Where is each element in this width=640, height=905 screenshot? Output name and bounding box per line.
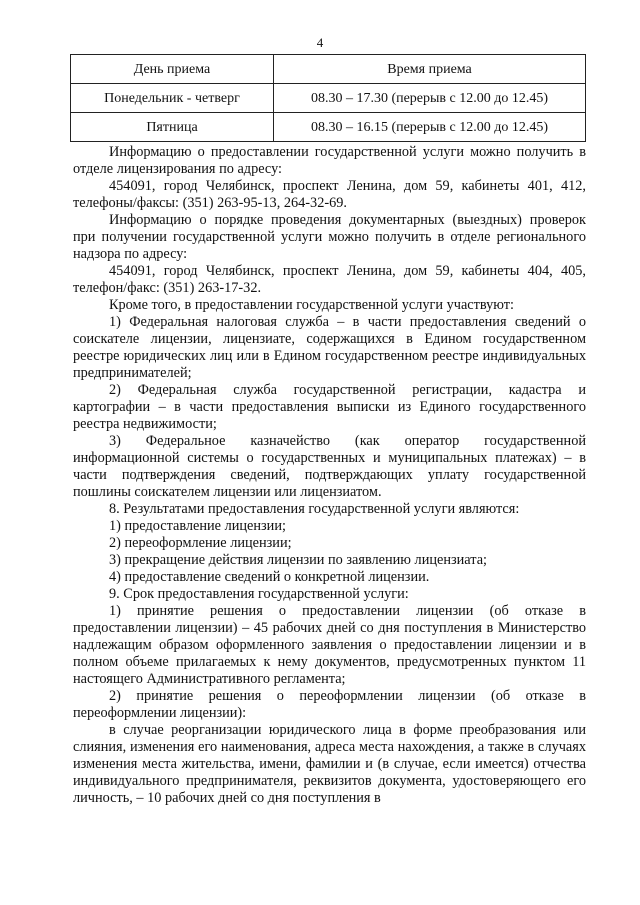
document-body bbox=[73, 144, 586, 807]
paragraph: 1) принятие решения о предоставлении лицензии (об отказе в предоставлении лицензии) – 45 рабочих дней со дня поступления в Министерство надлежащим образом оформленного заявления о предоставлении лицензии и в полном объеме прилагаемых к нему документов, предусмотренных пунктом 11 настоящего Административного регламента; bbox=[73, 603, 586, 687]
table-cell-time: 08.30 – 17.30 (перерыв с 12.00 до 12.45) bbox=[274, 84, 586, 113]
paragraph: в случае реорганизации юридического лица в форме преобразования или слияния, изменения его наименования, адреса места нахождения, а также в случаях изменения места жительства, имени, фамилии и (в случае, если имеется) отчества индивидуального предпринимателя, реквизитов документа, удостоверяющего его личность, – 10 рабочих дней со дня поступления в bbox=[73, 722, 586, 806]
list-item: 3) прекращение действия лицензии по заявлению лицензиата; bbox=[109, 552, 488, 568]
reception-schedule-table bbox=[70, 54, 586, 142]
paragraph: 2) принятие решения о переоформлении лицензии (об отказе в переоформлении лицензии): bbox=[73, 688, 586, 721]
list-item: 1) предоставление лицензии; bbox=[109, 518, 286, 534]
table-header-row bbox=[71, 55, 586, 84]
paragraph: 1) Федеральная налоговая служба – в части предоставления сведений о соискателе лицензии, лицензиате, содержащихся в Едином государственном реестре юридических лиц или в Едином государственном реестре индивидуальных предпринимателей; bbox=[73, 314, 586, 381]
paragraph: 9. Срок предоставления государственной услуги: bbox=[109, 586, 409, 602]
paragraph: 8. Результатами предоставления государственной услуги являются: bbox=[109, 501, 520, 517]
table-row bbox=[71, 84, 586, 113]
list-item: 2) переоформление лицензии; bbox=[109, 535, 292, 551]
paragraph: Информацию о предоставлении государственной услуги можно получить в отделе лицензирования по адресу: bbox=[73, 144, 586, 177]
table-header-cell: День приема bbox=[71, 55, 274, 84]
paragraph: 2) Федеральная служба государственной регистрации, кадастра и картографии – в части предоставления выписки из Единого государственного реестра недвижимости; bbox=[73, 382, 586, 432]
paragraph: Информацию о порядке проведения документарных (выездных) проверок при получении государственной услуги можно получить в отделе регионального надзора по адресу: bbox=[73, 212, 586, 262]
list-item: 4) предоставление сведений о конкретной лицензии. bbox=[109, 569, 430, 585]
paragraph: 3) Федеральное казначейство (как оператор государственной информационной системы о государственных и муниципальных платежах) – в части подтверждения сведений, подтверждающих уплату государственной пошлины соискателем лицензии или лицензиатом. bbox=[73, 433, 586, 500]
table-row bbox=[71, 113, 586, 142]
paragraph: Кроме того, в предоставлении государственной услуги участвуют: bbox=[109, 297, 515, 313]
table-cell-time: 08.30 – 16.15 (перерыв с 12.00 до 12.45) bbox=[274, 113, 586, 142]
table-cell-day: Пятница bbox=[71, 113, 274, 142]
paragraph: 454091, город Челябинск, проспект Ленина, дом 59, кабинеты 404, 405, телефон/факс: (351) 263-17-32. bbox=[73, 263, 586, 296]
table-header-cell: Время приема bbox=[274, 55, 586, 84]
page-number: 4 bbox=[316, 35, 324, 50]
table-cell-day: Понедельник - четверг bbox=[71, 84, 274, 113]
paragraph: 454091, город Челябинск, проспект Ленина, дом 59, кабинеты 401, 412, телефоны/факсы: (351) 263-95-13, 264-32-69. bbox=[73, 178, 586, 211]
